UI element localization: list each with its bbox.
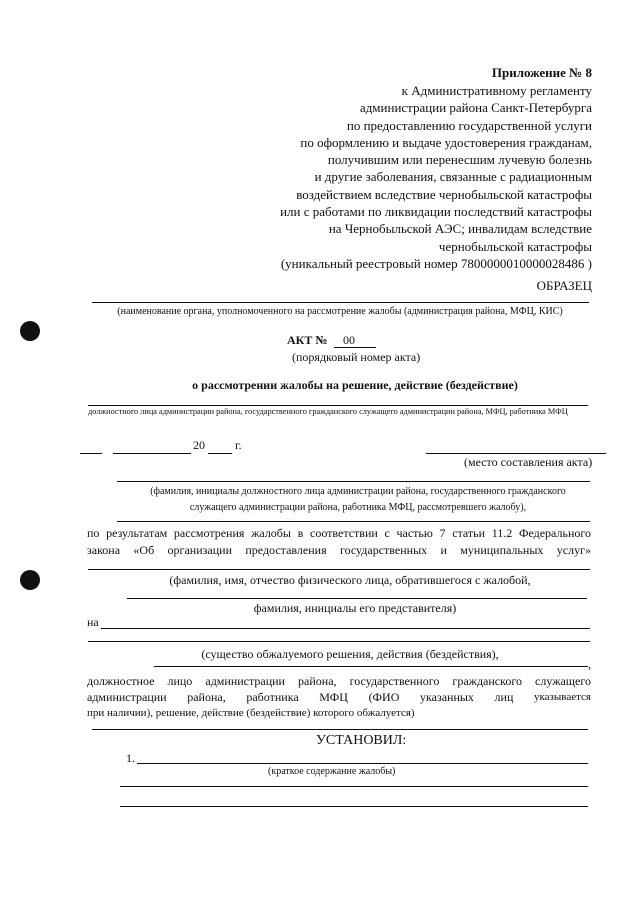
date-year-suffix: г.: [235, 438, 242, 452]
decision-line: [88, 641, 590, 642]
appendix-line: воздействием вследствие чернобыльской катастрофы: [296, 186, 592, 202]
official-name-caption-1: (фамилия, инициалы должностного лица администрации района, государственного гражданского: [150, 486, 566, 497]
representative-caption: фамилия, инициалы его представителя): [253, 601, 457, 615]
place-caption: (место составления акта): [464, 455, 593, 469]
established-label: УСТАНОВИЛ:: [316, 733, 407, 748]
act-label: АКТ №: [287, 333, 328, 347]
appendix-line: по предоставлению государственной услуги: [346, 117, 592, 133]
appendix-line: по оформлению и выдаче удостоверения гражданам,: [300, 134, 592, 150]
representative-line: [127, 598, 587, 599]
official-name-line: [117, 481, 590, 482]
item-line: [137, 763, 588, 764]
complaint-line-2: [120, 806, 588, 807]
official-line: [88, 405, 588, 406]
date-year-prefix: 20: [193, 438, 205, 452]
official-desc-word: работника: [246, 690, 299, 704]
appendix-line: чернобыльской катастрофы: [438, 238, 592, 254]
official-desc-word: указанных: [419, 690, 474, 704]
appendix-line: и другие заболевания, связанные с радиационным: [314, 169, 592, 185]
complaint-caption: (краткое содержание жалобы): [268, 766, 396, 777]
act-number-caption: (порядковый номер акта): [292, 350, 421, 364]
sample-label: ОБРАЗЕЦ: [536, 278, 592, 293]
date-day-line: [80, 453, 102, 454]
punch-hole-bottom: [20, 570, 40, 590]
decision-caption: (существо обжалуемого решения, действия (бездействия),: [201, 647, 499, 661]
official-desc-word: (ФИО: [368, 690, 400, 704]
act-number-line: [334, 347, 376, 348]
on-line: [101, 628, 590, 629]
official-desc-word: администрации: [87, 690, 167, 704]
decision-comma: ,: [588, 657, 591, 671]
act-subject: о рассмотрении жалобы на решение, действие (бездействие): [192, 378, 518, 392]
basis-top-line: [117, 521, 590, 522]
decision-second-line: [154, 666, 588, 667]
on-label: на: [87, 615, 99, 629]
basis-line-2: закона «Об организации предоставления государственных и муниципальных услуг»: [87, 543, 591, 557]
appendix-title: Приложение № 8: [491, 65, 592, 80]
appendix-line: к Административному регламенту: [401, 83, 592, 98]
official-caption: должностного лица администрации района, государственного гражданского служащего администрации района, МФЦ, работника МФЦ: [88, 407, 568, 416]
appendix-line: (уникальный реестровый номер 7800000010000028486 ): [280, 255, 592, 271]
official-desc-1: должностное лицо администрации района, государственного гражданского служащего: [87, 674, 591, 688]
item-number: 1.: [126, 751, 135, 765]
complaint-line-1: [120, 786, 588, 787]
official-desc-3: при наличии), решение, действие (бездействие) которого обжалуется): [87, 707, 415, 719]
official-desc-2: [87, 690, 591, 704]
place-line: [426, 453, 606, 454]
date-year-line: [208, 453, 232, 454]
appendix-line: или с работами по ликвидации последствий катастрофы: [280, 204, 592, 220]
applicant-line: [88, 569, 590, 570]
appendix-line: администрации района Санкт-Петербурга: [359, 100, 592, 116]
applicant-caption: (фамилия, имя, отчество физического лица, обратившегося с жалобой,: [169, 573, 531, 587]
act-number: 00: [343, 333, 355, 347]
official-desc-word: района,: [187, 690, 226, 704]
official-desc-word: указывается: [534, 691, 591, 703]
date-month-line: [113, 453, 191, 454]
official-name-caption-2: служащего администрации района, работника МФЦ, рассмотревшего жалобу),: [189, 502, 527, 513]
appendix-block: [172, 82, 592, 272]
appendix-line: на Чернобыльской АЭС; инвалидам вследствие: [328, 221, 592, 237]
appendix-line: получившим или перенесшим лучевую болезнь: [327, 152, 592, 168]
official-desc-word: лиц: [494, 690, 514, 704]
organ-line: [92, 302, 589, 303]
organ-caption: (наименование органа, уполномоченного на рассмотрение жалобы (администрация района, МФЦ, КИС): [117, 306, 563, 317]
established-top-line: [92, 729, 588, 730]
basis-line-1: по результатам рассмотрения жалобы в соответствии с частью 7 статьи 11.2 Федерального: [87, 526, 591, 540]
punch-hole-top: [20, 321, 40, 341]
official-desc-word: МФЦ: [319, 690, 348, 704]
